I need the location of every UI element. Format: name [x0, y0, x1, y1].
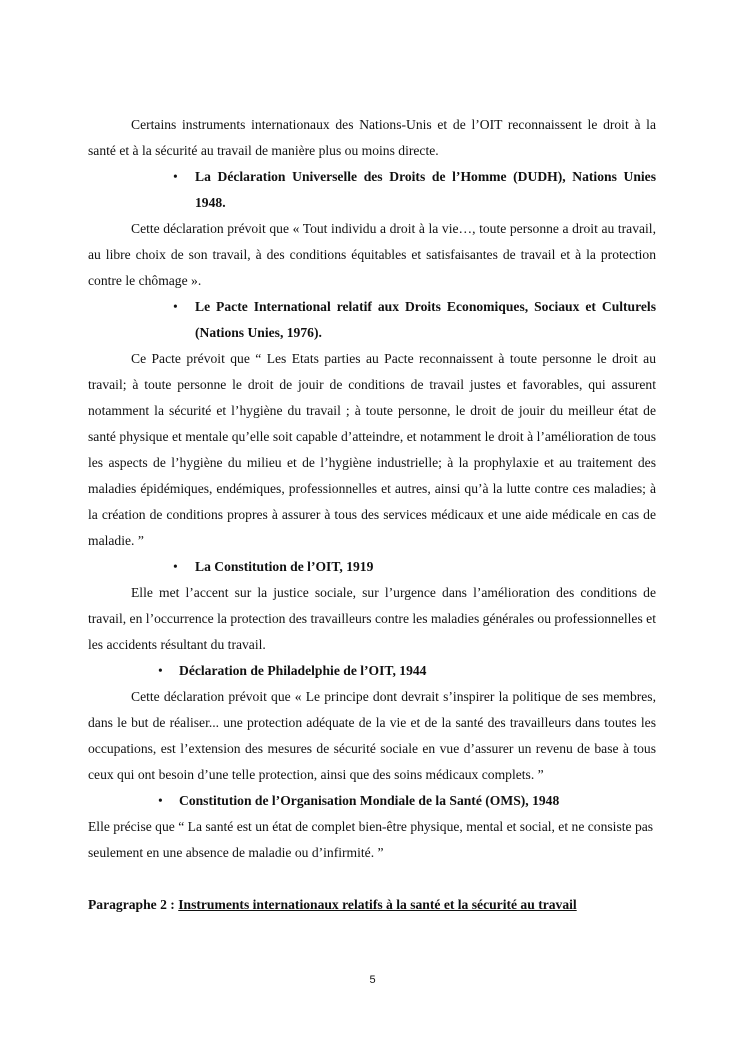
heading-prefix: Paragraphe 2 : [88, 897, 179, 912]
bullet-dot: • [173, 559, 178, 574]
dudh-paragraph: Cette déclaration prévoit que « Tout individu a droit à la vie…, toute personne a droit au travail, au libre choix de son travail, à des conditions équitables et satisfaisantes de travail et à la protection contre le chômage ». [88, 221, 656, 288]
constitution-oit-paragraph: Elle met l’accent sur la justice sociale, sur l’urgence dans l’amélioration des conditions de travail, en l’occurrence la protection des travailleurs contre les maladies générales ou professionnelles et les accidents résultant du travail. [88, 585, 656, 652]
heading-title: Instruments internationaux relatifs à la santé et la sécurité au travail [178, 897, 577, 912]
oms-title: Constitution de l’Organisation Mondiale de la Santé (OMS), 1948 [179, 793, 560, 808]
dudh-title: La Déclaration Universelle des Droits de l’Homme (DUDH), Nations Unies 1948. [195, 169, 656, 210]
bullet-dot: • [158, 793, 163, 808]
spacer [88, 866, 656, 892]
bullet-oms [88, 788, 656, 814]
bullet-philadelphie [88, 658, 656, 684]
document-page [88, 112, 656, 918]
section-heading [88, 892, 656, 918]
pacte-paragraph: Ce Pacte prévoit que “ Les Etats parties au Pacte reconnaissent à toute personne le droit au travail; à toute personne le droit de jouir de conditions de travail justes et favorables, qui assurent notamment la sécurité et l’hygiène du travail ; à toute personne, le droit de jouir du meilleur état de santé physique et mentale qu’elle soit capable d’atteindre, et notamment le droit à l’amélioration de tous les aspects de l’hygiène du milieu et de l’hygiène industrielle; à la prophylaxie et au traitement des maladies épidémiques, endémiques, professionnelles et autres, ainsi qu’à la lutte contre ces maladies; à la création de conditions propres à assurer à tous des services médicaux et une aide médicale en cas de maladie. ” [88, 351, 656, 548]
intro-paragraph: Certains instruments internationaux des Nations-Unis et de l’OIT reconnaissent le droit à la santé et à la sécurité au travail de manière plus ou moins directe. [88, 117, 656, 158]
bullet-constitution-oit [88, 554, 656, 580]
oms-paragraph: Elle précise que “ La santé est un état de complet bien-être physique, mental et social, et ne consiste pas seulement en une absence de maladie ou d’infirmité. ” [88, 819, 654, 860]
page-number: 5 [369, 974, 376, 986]
constitution-oit-title: La Constitution de l’OIT, 1919 [195, 559, 374, 574]
bullet-dot: • [173, 299, 178, 314]
philadelphie-paragraph: Cette déclaration prévoit que « Le principe dont devrait s’inspirer la politique de ses membres, dans le but de réaliser... une protection adéquate de la vie et de la santé des travailleurs dans toutes les occupations, est l’extension des mesures de sécurité sociale en vue d’assurer un revenu de base à tous ceux qui ont besoin d’une telle protection, ainsi que des soins médicaux complets. ” [88, 689, 656, 782]
bullet-pacte [88, 294, 656, 346]
pacte-title: Le Pacte International relatif aux Droits Economiques, Sociaux et Culturels (Nations Unies, 1976). [195, 299, 656, 340]
bullet-dot: • [173, 169, 178, 184]
bullet-dudh [88, 164, 656, 216]
philadelphie-title: Déclaration de Philadelphie de l’OIT, 1944 [179, 663, 427, 678]
bullet-dot: • [158, 663, 163, 678]
